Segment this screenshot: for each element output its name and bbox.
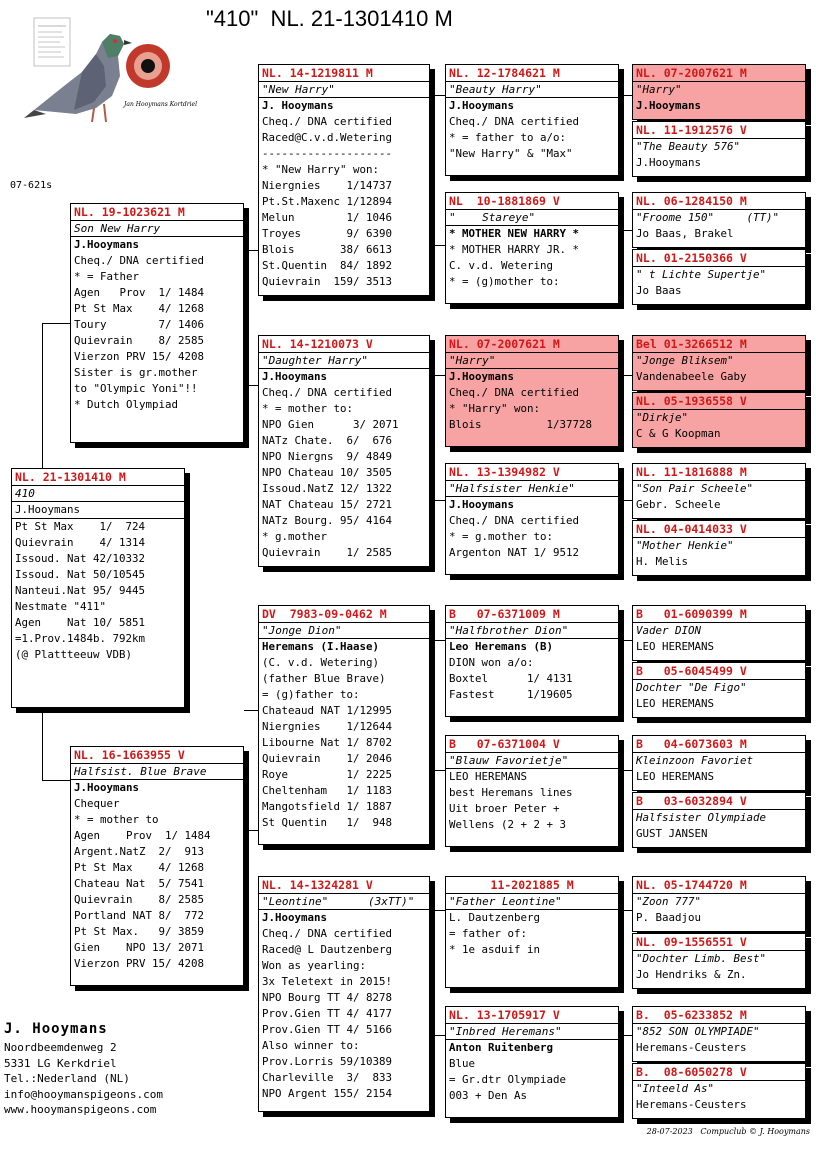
card-line: Cheq./ DNA certified — [262, 927, 393, 940]
card-line: Vierzon PRV 15/ 4208 — [74, 957, 205, 970]
ring-number: Bel 01-3266512 M — [633, 336, 805, 353]
owner-name: H. Melis — [636, 555, 689, 568]
ring-number: NL. 05-1936558 V — [633, 393, 805, 410]
card-line: DION won a/o: — [449, 656, 534, 669]
pigeon-name: "Dirkje" — [636, 411, 689, 424]
phone-line: Tel.:Nederland (NL) — [4, 1072, 130, 1085]
card-line: Quievrain 159/ 3513 — [262, 275, 393, 288]
gggp-card — [632, 662, 806, 718]
card-line: Sister is gr.mother — [74, 366, 198, 379]
great-grandparent-card — [445, 1006, 619, 1118]
card-line: Argenton NAT 1/ 9512 — [449, 546, 580, 559]
owner-name: Jo Baas — [636, 284, 682, 297]
card-line: * = g.mother to: — [449, 530, 554, 543]
card-line: * MOTHER NEW HARRY * — [449, 227, 580, 240]
card-line: Issoud. Nat 42/10332 — [15, 552, 146, 565]
pigeon-name: "Beauty Harry" — [446, 82, 618, 98]
card-line: (C. v.d. Wetering) — [262, 656, 380, 669]
pigeon-name: "Son Pair Scheele" — [636, 482, 754, 495]
pigeon-name: "Froome 150" (TT)" — [636, 211, 780, 224]
gggp-card — [632, 192, 806, 248]
pigeon-name: "Dochter Limb. Best" — [636, 952, 767, 965]
owner-name: J.Hooymans — [636, 156, 702, 169]
card-line: Cheq./ DNA certified — [449, 514, 580, 527]
card-line: Blois 38/ 6613 — [262, 243, 393, 256]
ring-number: NL. 16-1663955 V — [71, 747, 243, 764]
owner-name: Jo Baas, Brakel — [636, 227, 734, 240]
card-line: NPO Chateau 10/ 3505 — [262, 466, 393, 479]
card-line: Issoud. Nat 50/10545 — [15, 568, 146, 581]
breeder: J.Hooymans — [74, 781, 140, 794]
ring-number: B 07-6371009 M — [446, 606, 618, 623]
owner-name: Jo Hendriks & Zn. — [636, 968, 747, 981]
breeder: J.Hooymans — [449, 370, 515, 383]
address-line: 5331 LG Kerkdriel — [4, 1056, 117, 1070]
ring-number: B 07-6371004 V — [446, 736, 618, 753]
pigeon-name: "Leontine" (3xTT)" — [259, 894, 429, 910]
card-line: * g.mother — [262, 530, 328, 543]
card-line: NATz Chate. 6/ 676 — [262, 434, 393, 447]
card-line: Gien NPO 13/ 2071 — [74, 941, 205, 954]
pigeon-name: "Inbred Heremans" — [446, 1024, 618, 1040]
pigeon-name: " t Lichte Supertje" — [636, 268, 767, 281]
card-line: * = mother to: — [262, 402, 354, 415]
gggp-card — [632, 392, 806, 448]
card-line: Vierzon PRV 15/ 4208 — [74, 350, 205, 363]
pigeon-name: "Jonge Bliksem" — [636, 354, 734, 367]
card-line: Agen Prov 1/ 1484 — [74, 829, 211, 842]
pigeon-name: "Halfsister Henkie" — [446, 481, 618, 497]
pigeon-name: "Halfbrother Dion" — [446, 623, 618, 639]
card-line: Fastest 1/19605 — [449, 688, 573, 701]
card-line: * "Harry" won: — [449, 402, 541, 415]
card-line: Troyes 9/ 6390 — [262, 227, 393, 240]
ring-number: NL. 13-1394982 V — [446, 464, 618, 481]
ring-number: NL. 07-2007621 M — [446, 336, 618, 353]
subject-card — [11, 468, 185, 708]
card-line: Agen Nat 10/ 5851 — [15, 616, 146, 629]
card-line: "New Harry" & "Max" — [449, 147, 573, 160]
side-code: 07-621s — [10, 180, 53, 191]
ring-number: B. 08-6050278 V — [633, 1064, 805, 1081]
pigeon-name: " Stareye" — [446, 210, 618, 226]
gggp-card — [632, 1063, 806, 1119]
breeder: Leo Heremans (B) — [449, 640, 554, 653]
pigeon-name: "New Harry" — [259, 82, 429, 98]
card-line: Quievrain 1/ 2585 — [262, 546, 393, 559]
card-line: * = father to a/o: — [449, 131, 567, 144]
pigeon-logo — [24, 14, 198, 126]
ring-number: NL. 13-1705917 V — [446, 1007, 618, 1024]
ring-number: NL. 11-1912576 V — [633, 122, 805, 139]
owner-name: GUST JANSEN — [636, 827, 708, 840]
granddam-sire-side-card — [258, 335, 430, 567]
card-line: Prov.Gien TT 4/ 5166 — [262, 1023, 393, 1036]
card-line: Charleville 3/ 833 — [262, 1071, 393, 1084]
card-line: Cheq./ DNA certified — [262, 115, 393, 128]
owner-name: Vandenabeele Gaby — [636, 370, 747, 383]
card-line: C. v.d. Wetering — [449, 259, 554, 272]
sire-card — [70, 203, 244, 443]
breeder: J. Hooymans — [262, 99, 334, 112]
gggp-card — [632, 335, 806, 391]
card-line: St Quentin 1/ 948 — [262, 816, 393, 829]
gggp-card — [632, 1006, 806, 1062]
ring-number: B 03-6032894 V — [633, 793, 805, 810]
owner-name: C & G Koopman — [636, 427, 721, 440]
gggp-card — [632, 792, 806, 848]
card-line: Boxtel 1/ 4131 — [449, 672, 573, 685]
gggp-card — [632, 876, 806, 932]
owner-name: J.Hooymans — [636, 99, 702, 112]
breeder: J.Hooymans — [262, 911, 328, 924]
pigeon-name: "Father Leontine" — [446, 894, 618, 910]
card-line: best Heremans lines — [449, 786, 573, 799]
pigeon-name: "852 SON OLYMPIADE" — [636, 1025, 760, 1038]
card-line: Blois 1/37728 — [449, 418, 593, 431]
card-line: Quievrain 8/ 2585 — [74, 893, 205, 906]
gggp-card — [632, 933, 806, 989]
card-line: Pt.St.Maxenc 1/12894 — [262, 195, 393, 208]
email-link[interactable]: info@hooymanspigeons.com — [4, 1087, 163, 1101]
card-line: Cheq./ DNA certified — [74, 254, 205, 267]
card-line: (father Blue Brave) — [262, 672, 386, 685]
ring-number: 11-2021885 M — [446, 877, 618, 894]
logo-caption: Jan Hooymans Kortdriel — [124, 101, 198, 108]
owner-name: LEO HEREMANS — [636, 640, 715, 653]
owner-name: LEO HEREMANS — [636, 770, 715, 783]
pigeon-name: Halfsist. Blue Brave — [71, 764, 243, 780]
card-line: Quievrain 1/ 2046 — [262, 752, 393, 765]
card-line: NPO Niergns 9/ 4849 — [262, 450, 393, 463]
great-grandparent-card — [445, 605, 619, 717]
card-line: Quievrain 8/ 2585 — [74, 334, 205, 347]
ring-number: NL. 21-1301410 M — [12, 469, 184, 486]
pigeon-name: Son New Harry — [71, 221, 243, 237]
ring-number: NL. 05-1744720 M — [633, 877, 805, 894]
ring-number: NL. 09-1556551 V — [633, 934, 805, 951]
card-line: Prov.Lorris 59/10389 — [262, 1055, 393, 1068]
ring-number: DV 7983-09-0462 M — [259, 606, 429, 623]
card-line: Niergnies 1/14737 — [262, 179, 393, 192]
breeder: LEO HEREMANS — [449, 770, 528, 783]
pigeon-name: Vader DION — [636, 624, 702, 637]
ring-number: NL. 06-1284150 M — [633, 193, 805, 210]
pigeon-name: Halfsister Olympiade — [636, 811, 767, 824]
card-line: Nestmate "411" — [15, 600, 107, 613]
dam-card — [70, 746, 244, 986]
ring-number: NL. 19-1023621 M — [71, 204, 243, 221]
gggp-card — [632, 520, 806, 576]
card-line: NATz Bourg. 95/ 4164 — [262, 514, 393, 527]
great-grandparent-card — [445, 192, 619, 304]
card-line: Roye 1/ 2225 — [262, 768, 393, 781]
breeder: J.Hooymans — [449, 498, 515, 511]
card-line: Argent.NatZ 2/ 913 — [74, 845, 205, 858]
card-line: Portland NAT 8/ 772 — [74, 909, 205, 922]
pigeon-name: "Inteeld As" — [636, 1082, 715, 1095]
ring-number: NL. 11-1816888 M — [633, 464, 805, 481]
card-line: NAT Chateau 15/ 2721 — [262, 498, 393, 511]
pigeon-name: "The Beauty 576" — [636, 140, 741, 153]
card-line: Blue — [449, 1057, 476, 1070]
card-line: Cheltenham 1/ 1183 — [262, 784, 393, 797]
breeder: J.Hooymans — [74, 238, 140, 251]
pigeon-name: Dochter "De Figo" — [636, 681, 747, 694]
card-line: Chequer — [74, 797, 120, 810]
ring-number: NL. 04-0414033 V — [633, 521, 805, 538]
card-line: Pt St Max 4/ 1268 — [74, 302, 205, 315]
great-grandparent-card — [445, 735, 619, 847]
card-line: * = (g)mother to: — [449, 275, 560, 288]
card-line: Libourne Nat 1/ 8702 — [262, 736, 393, 749]
page-title: "410" NL. 21-1301410 M — [206, 6, 453, 31]
owner-name: Heremans-Ceusters — [636, 1098, 747, 1111]
great-grandparent-card — [445, 64, 619, 176]
ring-number: NL. 01-2150366 V — [633, 250, 805, 267]
pigeon-name: "Zoon 777" — [636, 895, 702, 908]
grandsire-dam-side-card — [258, 605, 430, 845]
card-line: Cheq./ DNA certified — [449, 115, 580, 128]
owner-name: Heremans-Ceusters — [636, 1041, 747, 1054]
gggp-card — [632, 605, 806, 661]
pigeon-name: 410 — [12, 486, 184, 502]
card-line: * MOTHER HARRY JR. * — [449, 243, 580, 256]
card-line: 003 + Den As — [449, 1089, 528, 1102]
card-line: Agen Prov 1/ 1484 — [74, 286, 205, 299]
breeder: Anton Ruitenberg — [449, 1041, 554, 1054]
gggp-card — [632, 64, 806, 120]
owner-block — [4, 1018, 163, 1118]
card-line: St.Quentin 84/ 1892 — [262, 259, 393, 272]
ring-number: B 04-6073603 M — [633, 736, 805, 753]
pigeon-name: "Jonge Dion" — [259, 623, 429, 639]
card-line: = (g)father to: — [262, 688, 360, 701]
card-line: Chateau Nat 5/ 7541 — [74, 877, 205, 890]
ring-number: NL 10-1881869 V — [446, 193, 618, 210]
gggp-card — [632, 463, 806, 519]
pigeon-name: "Harry" — [446, 353, 618, 369]
eye-icon — [126, 44, 170, 88]
card-line: NPO Bourg TT 4/ 8278 — [262, 991, 393, 1004]
card-line: Uit broer Peter + — [449, 802, 560, 815]
card-line: Won as yearling: — [262, 959, 367, 972]
card-line: Niergnies 1/12644 — [262, 720, 393, 733]
card-line: Quievrain 4/ 1314 — [15, 536, 146, 549]
card-line: -------------------- — [262, 147, 393, 160]
card-line: * Dutch Olympiad — [74, 398, 179, 411]
ring-number: B 01-6090399 M — [633, 606, 805, 623]
granddam-dam-side-card — [258, 876, 430, 1112]
card-line: NPO Argent 155/ 2154 — [262, 1087, 393, 1100]
card-line: Pt St Max 1/ 724 — [15, 520, 146, 533]
owner-name: Gebr. Scheele — [636, 498, 721, 511]
card-line: Pt St Max 4/ 1268 — [74, 861, 205, 874]
card-line: Issoud.NatZ 12/ 1322 — [262, 482, 393, 495]
ring-number: NL. 14-1324281 V — [259, 877, 429, 894]
card-line: Raced@ L Dautzenberg — [262, 943, 393, 956]
gggp-card — [632, 121, 806, 177]
pigeon-name: "Mother Henkie" — [636, 539, 734, 552]
card-line: Chateaud NAT 1/12995 — [262, 704, 393, 717]
breeder: L. Dautzenberg — [449, 911, 541, 924]
card-line: Cheq./ DNA certified — [449, 386, 580, 399]
ring-number: NL. 07-2007621 M — [633, 65, 805, 82]
owner-name: P. Baadjou — [636, 911, 702, 924]
card-line: NPO Gien 3/ 2071 — [262, 418, 399, 431]
breeder: J.Hooymans — [262, 370, 328, 383]
website-link[interactable]: www.hooymanspigeons.com — [4, 1103, 157, 1116]
card-line: = Gr.dtr Olympiade — [449, 1073, 567, 1086]
breeder: J.Hooymans — [449, 99, 515, 112]
card-line: Melun 1/ 1046 — [262, 211, 393, 224]
card-line: * = Father — [74, 270, 140, 283]
card-line: = father of: — [449, 927, 528, 940]
breeder: Heremans (I.Haase) — [262, 640, 380, 653]
owner-name: J. Hooymans — [4, 1021, 108, 1037]
card-line: Toury 7/ 1406 — [74, 318, 205, 331]
card-line: Raced@C.v.d.Wetering — [262, 131, 393, 144]
card-line: to "Olympic Yoni"!! — [74, 382, 198, 395]
footer: 28-07-2023 Compuclub © J. Hooymans — [646, 1127, 810, 1136]
card-line: =1.Prov.1484b. 792km — [15, 632, 146, 645]
ring-number: B. 05-6233852 M — [633, 1007, 805, 1024]
owner-name: LEO HEREMANS — [636, 697, 715, 710]
card-line: 3x Teletext in 2015! — [262, 975, 393, 988]
certificate-icon — [34, 18, 70, 66]
card-line: * = mother to — [74, 813, 159, 826]
ring-number: B 05-6045499 V — [633, 663, 805, 680]
card-line: * 1e asduif in — [449, 943, 541, 956]
pigeon-name: "Harry" — [636, 83, 682, 96]
card-line: Cheq./ DNA certified — [262, 386, 393, 399]
gggp-card — [632, 249, 806, 305]
pigeon-name: "Daughter Harry" — [259, 353, 429, 369]
card-line: Also winner to: — [262, 1039, 360, 1052]
great-grandparent-card — [445, 335, 619, 447]
gggp-card — [632, 735, 806, 791]
card-line: Prov.Gien TT 4/ 4177 — [262, 1007, 393, 1020]
ring-number: NL. 14-1210073 V — [259, 336, 429, 353]
card-line: Pt St Max. 9/ 3859 — [74, 925, 205, 938]
card-line: Wellens (2 + 2 + 3 — [449, 818, 567, 831]
card-line: Nanteui.Nat 95/ 9445 — [15, 584, 146, 597]
address-line: Noordbeemdenweg 2 — [4, 1041, 117, 1054]
great-grandparent-card — [445, 463, 619, 575]
grandsire-sire-side-card — [258, 64, 430, 296]
ring-number: NL. 14-1219811 M — [259, 65, 429, 82]
pigeon-name: Kleinzoon Favoriet — [636, 754, 754, 767]
card-line: * "New Harry" won: — [262, 163, 380, 176]
card-line: Mangotsfield 1/ 1887 — [262, 800, 393, 813]
card-line: (@ Plattteeuw VDB) — [15, 648, 133, 661]
breeder: J.Hooymans — [12, 502, 184, 519]
ring-number: NL. 12-1784621 M — [446, 65, 618, 82]
great-grandparent-card — [445, 876, 619, 988]
pigeon-name: "Blauw Favorietje" — [446, 753, 618, 769]
